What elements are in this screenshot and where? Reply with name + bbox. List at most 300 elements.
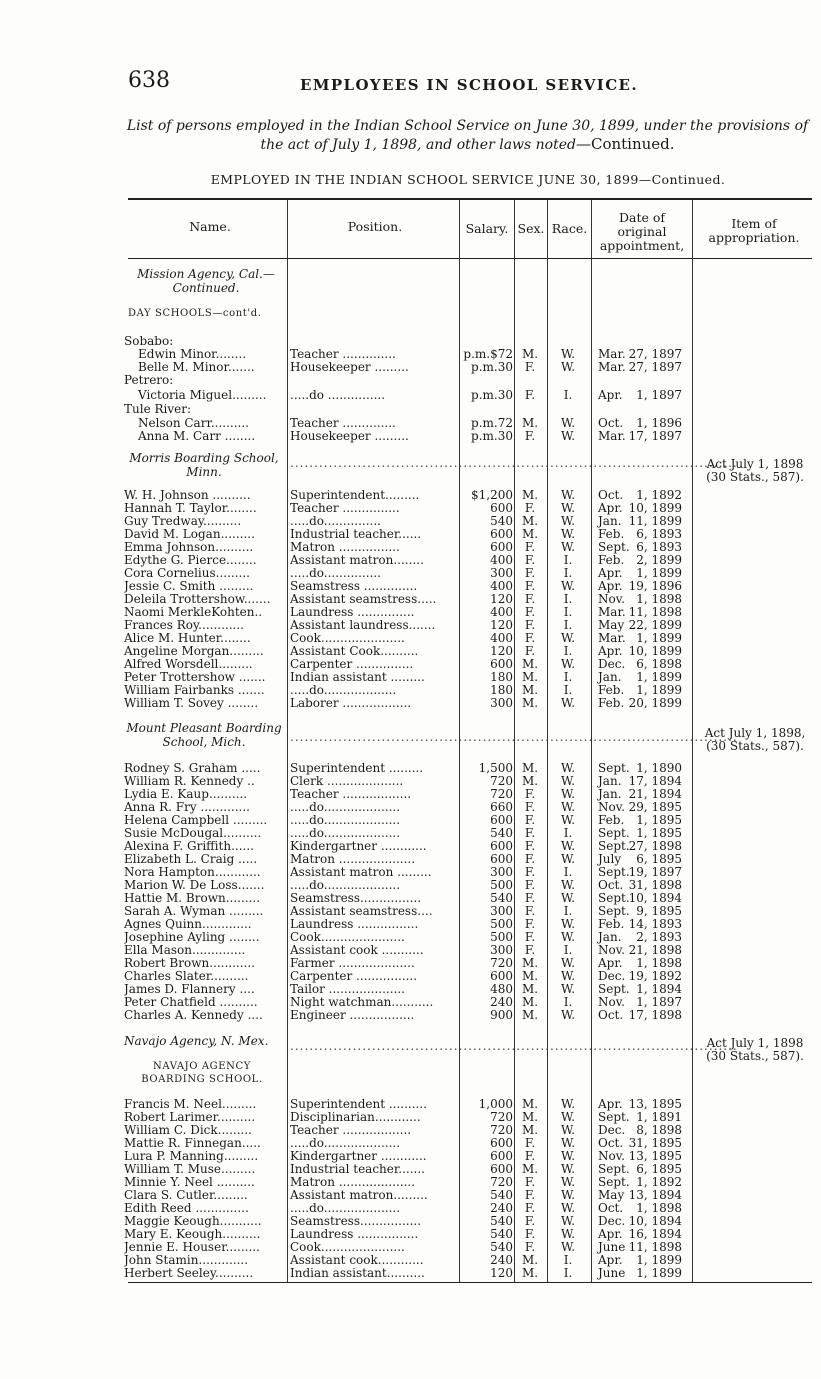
table-row: [0, 775, 821, 788]
item-navajo: Act July 1, 1898 (30 Stats., 587).: [706, 1036, 804, 1063]
employee-race: W.: [560, 429, 576, 443]
employee-position: Teacher ..............: [290, 348, 396, 361]
appointment-day-year: 21, 1894: [628, 787, 682, 801]
appointment-day-year: 1, 1899: [636, 1253, 682, 1267]
employee-position: .....do....................: [290, 801, 401, 814]
employee-sex: F.: [524, 592, 536, 606]
employee-position: Tailor ....................: [290, 983, 405, 996]
header-position: Position.: [347, 219, 403, 234]
employee-sex: F.: [524, 904, 536, 918]
employee-sex: F.: [524, 1227, 536, 1241]
employee-salary: 600: [490, 540, 513, 554]
section-morris-boarding: Morris Boarding School, Minn.: [129, 451, 279, 479]
employee-sex: M.: [521, 1110, 539, 1124]
employee-sex: F.: [524, 917, 536, 931]
appointment-day-year: 22, 1899: [628, 618, 682, 632]
employee-race: W.: [560, 1136, 576, 1150]
table-row: [0, 1124, 821, 1137]
appointment-day-year: 16, 1894: [628, 1227, 682, 1241]
employee-sex: M.: [521, 956, 539, 970]
employee-name: Clara S. Cutler.........: [124, 1189, 248, 1202]
employee-race: I.: [563, 553, 573, 567]
employee-race: W.: [560, 1123, 576, 1137]
appointment-month: Dec.: [598, 1214, 626, 1228]
employee-name: Emma Johnson..........: [124, 541, 254, 554]
employee-sex: F.: [524, 878, 536, 892]
employee-name: Susie McDougal..........: [124, 827, 262, 840]
item-mount-pleasant: Act July 1, 1898, (30 Stats., 587).: [704, 726, 806, 753]
table-row: [0, 489, 821, 502]
employee-salary: 900: [490, 1008, 513, 1022]
appointment-day-year: 13, 1895: [628, 1149, 682, 1163]
employee-sex: F.: [524, 579, 536, 593]
employee-position: .....do....................: [290, 1202, 401, 1215]
employee-position: Matron ....................: [290, 1176, 416, 1189]
employee-race: W.: [560, 1162, 576, 1176]
employee-position: .....do....................: [290, 879, 401, 892]
appointment-month: Nov.: [598, 995, 625, 1009]
appointment-day-year: 2, 1899: [636, 553, 682, 567]
employee-name: Robert Larimer..........: [124, 1111, 256, 1124]
employee-race: I.: [563, 388, 573, 402]
employee-sex: M.: [521, 774, 539, 788]
appointment-month: Dec.: [598, 657, 626, 671]
employee-salary: 400: [490, 579, 513, 593]
appointment-month: Jan.: [598, 930, 622, 944]
appointment-month: Mar.: [598, 429, 626, 443]
table-caption: [120, 117, 815, 154]
appointment-day-year: 11, 1898: [628, 1240, 682, 1254]
table-row: [0, 814, 821, 827]
employee-sex: M.: [521, 1162, 539, 1176]
employee-race: W.: [560, 917, 576, 931]
appointment-day-year: 1, 1899: [636, 566, 682, 580]
appointment-day-year: 10, 1894: [628, 891, 682, 905]
employee-salary: 240: [490, 1253, 513, 1267]
table-row: [0, 788, 821, 801]
employee-salary: 600: [490, 1149, 513, 1163]
employee-salary: 180: [490, 683, 513, 697]
appointment-day-year: 1, 1892: [636, 1175, 682, 1189]
employee-position: Assistant cook ...........: [290, 944, 424, 957]
employee-race: W.: [560, 1214, 576, 1228]
employee-sex: F.: [524, 1136, 536, 1150]
employee-race: W.: [560, 956, 576, 970]
table-row: [0, 827, 821, 840]
employee-name: Elizabeth L. Craig .....: [124, 853, 258, 866]
employee-race: I.: [563, 1253, 573, 1267]
employee-sex: M.: [521, 982, 539, 996]
employee-name: William T. Sovey ........: [124, 697, 259, 710]
employee-name: Lydia E. Kaup..........: [124, 788, 248, 801]
appointment-month: Mar.: [598, 631, 626, 645]
table-row: [0, 1176, 821, 1189]
employee-name: Sobabo:: [124, 335, 174, 348]
employee-sex: M.: [521, 527, 539, 541]
employee-name: Robert Brown............: [124, 957, 255, 970]
employee-sex: F.: [524, 631, 536, 645]
employee-race: W.: [560, 852, 576, 866]
employee-salary: 720: [490, 1175, 513, 1189]
appointment-month: Sept.: [598, 891, 630, 905]
employee-name: Nelson Carr..........: [138, 417, 249, 430]
table-row: [0, 374, 821, 387]
employee-name: Peter Trottershow .......: [124, 671, 266, 684]
header-sex: Sex.: [517, 221, 545, 236]
employee-position: Superintendent .........: [290, 762, 424, 775]
appointment-day-year: 10, 1894: [628, 1214, 682, 1228]
employee-salary: 600: [490, 1136, 513, 1150]
employee-sex: F.: [524, 540, 536, 554]
table-row: [0, 762, 821, 775]
header-item: Item of appropriation.: [708, 216, 800, 245]
employee-salary: 600: [490, 527, 513, 541]
employee-position: Carpenter ................: [290, 970, 418, 983]
employee-name: Guy Tredway..........: [124, 515, 242, 528]
employee-race: W.: [560, 839, 576, 853]
appointment-month: Sept.: [598, 761, 630, 775]
employee-salary: 120: [490, 1266, 513, 1280]
employee-salary: 660: [490, 800, 513, 814]
employee-race: W.: [560, 1201, 576, 1215]
employee-salary: 240: [490, 1201, 513, 1215]
table-row: [0, 1137, 821, 1150]
appointment-month: Mar.: [598, 605, 626, 619]
appointment-day-year: 14, 1893: [628, 917, 682, 931]
header-race: Race.: [551, 221, 588, 236]
employee-position: Assistant cook............: [290, 1254, 424, 1267]
employee-race: W.: [560, 969, 576, 983]
employee-race: W.: [560, 891, 576, 905]
table-row: [0, 1254, 821, 1267]
employee-position: Seamstress................: [290, 1215, 422, 1228]
table-row: [0, 515, 821, 528]
employee-race: I.: [563, 566, 573, 580]
employee-salary: 540: [490, 514, 513, 528]
employee-sex: M.: [521, 1008, 539, 1022]
employee-race: W.: [560, 360, 576, 374]
employee-salary: p.m.$72: [463, 347, 513, 361]
employee-salary: p.m.30: [471, 360, 513, 374]
appointment-day-year: 1, 1891: [636, 1110, 682, 1124]
table-row: [0, 931, 821, 944]
table-row: [0, 335, 821, 348]
appointment-day-year: 6, 1898: [636, 657, 682, 671]
employee-race: W.: [560, 930, 576, 944]
employee-position: Night watchman...........: [290, 996, 434, 1009]
appointment-month: Apr.: [598, 956, 623, 970]
table-row: [0, 528, 821, 541]
employee-salary: p.m.72: [471, 416, 513, 430]
employee-name: Frances Roy............: [124, 619, 244, 632]
employee-race: I.: [563, 904, 573, 918]
header-name: Name.: [189, 219, 231, 234]
appointment-month: Sept.: [598, 540, 630, 554]
employee-sex: F.: [524, 813, 536, 827]
table-row: [0, 684, 821, 697]
employee-position: Superintendent ..........: [290, 1098, 427, 1111]
table-row: [0, 593, 821, 606]
appointment-month: Nov.: [598, 592, 625, 606]
appointment-month: Jan.: [598, 670, 622, 684]
employee-position: Teacher ...............: [290, 502, 400, 515]
employee-sex: F.: [524, 852, 536, 866]
appointment-month: Apr.: [598, 388, 623, 402]
appointment-day-year: 1, 1890: [636, 761, 682, 775]
employee-race: W.: [560, 1240, 576, 1254]
employee-sex: F.: [524, 388, 536, 402]
employee-sex: F.: [524, 1188, 536, 1202]
employee-position: .....do....................: [290, 827, 401, 840]
employee-position: Assistant seamstress.....: [290, 593, 437, 606]
employee-salary: 540: [490, 1214, 513, 1228]
employee-salary: 300: [490, 865, 513, 879]
table-row: [0, 645, 821, 658]
appointment-day-year: 20, 1899: [628, 696, 682, 710]
employee-sex: F.: [524, 891, 536, 905]
employee-name: Anna R. Fry .............: [124, 801, 250, 814]
appointment-month: Oct.: [598, 1201, 624, 1215]
employee-race: W.: [560, 1227, 576, 1241]
employee-race: W.: [560, 774, 576, 788]
appointment-day-year: 31, 1898: [628, 878, 682, 892]
appointment-day-year: 27, 1897: [628, 347, 682, 361]
employee-position: Assistant seamstress....: [290, 905, 433, 918]
employee-sex: M.: [521, 696, 539, 710]
appointment-month: Feb.: [598, 813, 625, 827]
employee-name: John Stamin.............: [124, 1254, 249, 1267]
employee-salary: 120: [490, 644, 513, 658]
table-row: [0, 905, 821, 918]
leader-dots: .............................................................................................: [290, 730, 738, 744]
employee-position: Cook......................: [290, 632, 405, 645]
table-row: [0, 866, 821, 879]
caption-text: List of persons employed in the Indian School Service on June 30, 1899, under the provisions of the act of July 1, 1898, and other laws noted: [126, 118, 809, 153]
employee-sex: F.: [524, 644, 536, 658]
employee-race: W.: [560, 813, 576, 827]
employee-salary: 300: [490, 904, 513, 918]
employee-name: Jessie C. Smith .........: [124, 580, 254, 593]
employee-race: W.: [560, 527, 576, 541]
employee-salary: 400: [490, 553, 513, 567]
employee-salary: 480: [490, 982, 513, 996]
table-bottom-rule: [128, 1282, 812, 1283]
appointment-day-year: 27, 1897: [628, 360, 682, 374]
appointment-month: Apr.: [598, 1253, 623, 1267]
appointment-day-year: 1, 1899: [636, 631, 682, 645]
employee-sex: F.: [524, 618, 536, 632]
employee-position: .....do...................: [290, 684, 397, 697]
employee-position: Industrial teacher......: [290, 528, 422, 541]
employee-position: Kindergartner ............: [290, 1150, 427, 1163]
table-row: [0, 1267, 821, 1280]
table-row: [0, 632, 821, 645]
appointment-month: Sept.: [598, 1175, 630, 1189]
appointment-day-year: 1, 1894: [636, 982, 682, 996]
employee-position: Clerk ....................: [290, 775, 404, 788]
table-row: [0, 892, 821, 905]
employee-name: Marion W. De Loss.......: [124, 879, 265, 892]
employee-salary: 120: [490, 618, 513, 632]
appointment-month: June: [598, 1266, 626, 1280]
employee-position: Assistant matron.........: [290, 1189, 428, 1202]
employee-race: W.: [560, 761, 576, 775]
appointment-month: Sept.: [598, 982, 630, 996]
employee-position: Kindergartner ............: [290, 840, 427, 853]
employee-salary: 540: [490, 891, 513, 905]
employee-name: Anna M. Carr ........: [138, 430, 256, 443]
appointment-day-year: 17, 1894: [628, 774, 682, 788]
employee-name: Charles A. Kennedy ....: [124, 1009, 263, 1022]
employee-sex: M.: [521, 670, 539, 684]
appointment-month: Sept.: [598, 904, 630, 918]
employee-salary: 500: [490, 930, 513, 944]
appointment-month: Dec.: [598, 1123, 626, 1137]
caption-continued: —Continued.: [575, 135, 675, 153]
employee-name: William T. Muse.........: [124, 1163, 256, 1176]
employee-sex: M.: [521, 347, 539, 361]
employee-name: Petrero:: [124, 374, 174, 387]
employee-salary: p.m.30: [471, 429, 513, 443]
employee-race: W.: [560, 982, 576, 996]
employee-race: W.: [560, 501, 576, 515]
employee-salary: 720: [490, 1110, 513, 1124]
appointment-month: Sept.: [598, 839, 630, 853]
table-row: [0, 671, 821, 684]
employee-race: W.: [560, 514, 576, 528]
employee-race: W.: [560, 579, 576, 593]
employee-race: I.: [563, 592, 573, 606]
appointment-month: Oct.: [598, 416, 624, 430]
employee-name: Herbert Seeley..........: [124, 1267, 254, 1280]
header-bottom-rule: [128, 258, 812, 259]
employee-sex: F.: [524, 501, 536, 515]
appointment-month: Sept.: [598, 1110, 630, 1124]
employee-race: W.: [560, 1175, 576, 1189]
appointment-day-year: 8, 1898: [636, 1123, 682, 1137]
employee-sex: F.: [524, 1201, 536, 1215]
employee-salary: 180: [490, 670, 513, 684]
employee-name: Edith Reed ..............: [124, 1202, 249, 1215]
section-navajo-boarding: NAVAJO AGENCY BOARDING SCHOOL.: [141, 1061, 263, 1085]
appointment-month: Apr.: [598, 1097, 623, 1111]
employee-salary: 540: [490, 1240, 513, 1254]
section-mount-pleasant: Mount Pleasant Boarding School, Mich.: [126, 721, 282, 749]
appointment-month: Feb.: [598, 553, 625, 567]
employee-race: W.: [560, 416, 576, 430]
appointment-day-year: 9, 1895: [636, 904, 682, 918]
employee-race: W.: [560, 696, 576, 710]
employee-race: I.: [563, 943, 573, 957]
appointment-day-year: 17, 1897: [628, 429, 682, 443]
employee-salary: 600: [490, 969, 513, 983]
employee-position: .....do....................: [290, 814, 401, 827]
table-row: [0, 1189, 821, 1202]
table-row: [0, 1202, 821, 1215]
appointment-month: Nov.: [598, 1149, 625, 1163]
employee-sex: F.: [524, 1149, 536, 1163]
employee-sex: F.: [524, 1175, 536, 1189]
appointment-day-year: 17, 1898: [628, 1008, 682, 1022]
appointment-month: July: [598, 852, 622, 866]
employee-sex: M.: [521, 488, 539, 502]
leader-dots: .............................................................................................: [290, 456, 738, 470]
employee-salary: 720: [490, 774, 513, 788]
employee-name: David M. Logan.........: [124, 528, 255, 541]
appointment-month: Mar.: [598, 347, 626, 361]
employee-salary: 500: [490, 878, 513, 892]
employee-name: Angeline Morgan.........: [124, 645, 264, 658]
employee-position: Assistant laundress.......: [290, 619, 436, 632]
employee-salary: 400: [490, 605, 513, 619]
employee-name: Tule River:: [124, 403, 192, 416]
employee-sex: M.: [521, 1253, 539, 1267]
employee-position: Farmer ....................: [290, 957, 415, 970]
employee-position: Superintendent.........: [290, 489, 420, 502]
employee-position: Carpenter ...............: [290, 658, 414, 671]
employee-race: I.: [563, 826, 573, 840]
appointment-month: Feb.: [598, 527, 625, 541]
table-subheading: EMPLOYED IN THE INDIAN SCHOOL SERVICE JUNE 30, 1899—Continued.: [210, 172, 726, 187]
appointment-day-year: 1, 1899: [636, 670, 682, 684]
employee-name: W. H. Johnson ..........: [124, 489, 251, 502]
item-morris: Act July 1, 1898 (30 Stats., 587).: [706, 457, 804, 484]
employee-name: Helena Campbell .........: [124, 814, 268, 827]
appointment-day-year: 21, 1898: [628, 943, 682, 957]
employee-race: I.: [563, 670, 573, 684]
table-row: [0, 1111, 821, 1124]
table-row: [0, 361, 821, 374]
page-number: 638: [128, 68, 170, 93]
employee-race: I.: [563, 995, 573, 1009]
table-row: [0, 430, 821, 443]
employee-name: William R. Kennedy ..: [124, 775, 255, 788]
appointment-day-year: 1, 1897: [636, 388, 682, 402]
employee-position: Teacher ..................: [290, 1124, 412, 1137]
appointment-month: Apr.: [598, 501, 623, 515]
employee-name: Hannah T. Taylor........: [124, 502, 257, 515]
employee-position: Industrial teacher.......: [290, 1163, 425, 1176]
employee-position: Matron ................: [290, 541, 400, 554]
appointment-month: Apr.: [598, 644, 623, 658]
employee-sex: M.: [521, 514, 539, 528]
table-row: [0, 1009, 821, 1022]
employee-race: W.: [560, 1149, 576, 1163]
employee-name: Alfred Worsdell.........: [124, 658, 253, 671]
employee-position: Laundress ...............: [290, 606, 415, 619]
leader-dots: .............................................................................................: [290, 1039, 738, 1053]
employee-salary: 540: [490, 1188, 513, 1202]
employee-salary: 600: [490, 852, 513, 866]
appointment-month: Apr.: [598, 1227, 623, 1241]
table-row: [0, 918, 821, 931]
employee-salary: 540: [490, 826, 513, 840]
appointment-month: Oct.: [598, 878, 624, 892]
employee-name: Edwin Minor........: [138, 348, 247, 361]
table-top-rule: [128, 198, 812, 200]
employee-sex: M.: [521, 683, 539, 697]
table-row: [0, 541, 821, 554]
employee-name: Naomi MerkleKohten..: [124, 606, 263, 619]
employee-race: I.: [563, 683, 573, 697]
employee-position: Indian assistant .........: [290, 671, 425, 684]
table-row: [0, 1163, 821, 1176]
employee-position: Laborer ..................: [290, 697, 412, 710]
employee-salary: 600: [490, 839, 513, 853]
appointment-month: Feb.: [598, 683, 625, 697]
employee-salary: 1,000: [478, 1097, 513, 1111]
employee-position: Seamstress................: [290, 892, 422, 905]
